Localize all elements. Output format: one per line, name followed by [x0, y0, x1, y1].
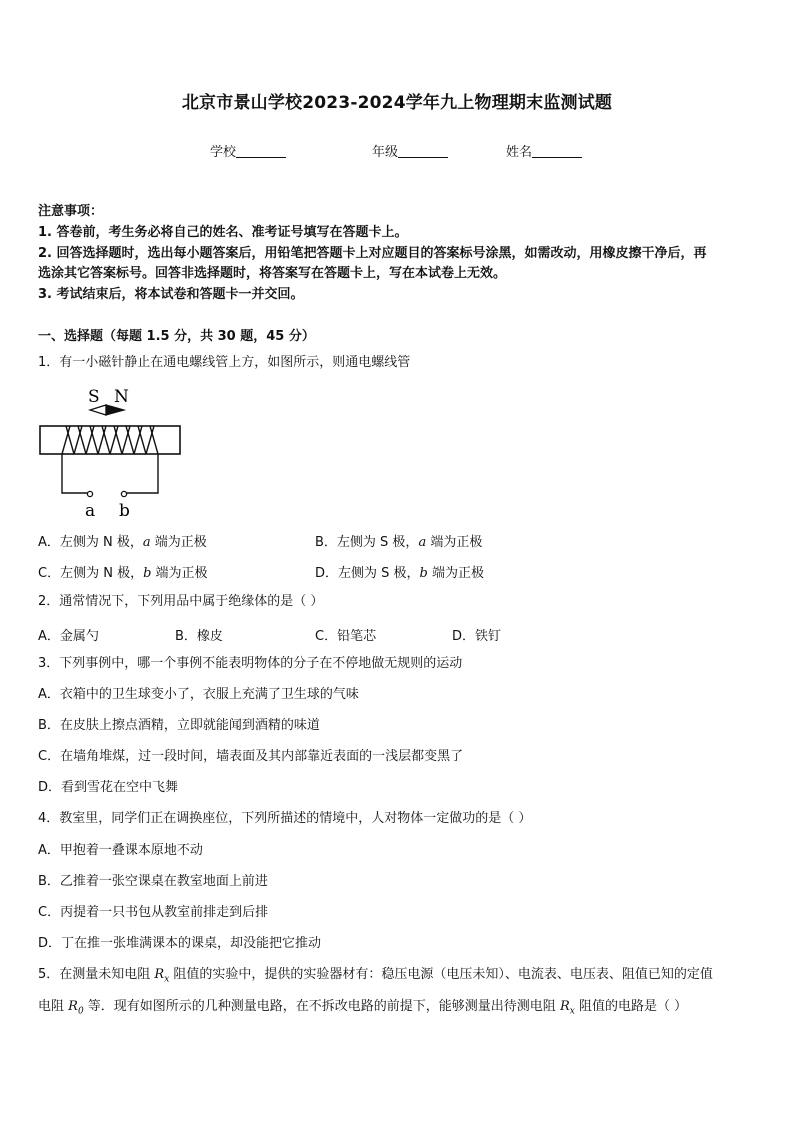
terminal-a — [87, 491, 92, 496]
circuit-wires — [62, 454, 158, 493]
q1-option-d-post: 端为正极 — [427, 566, 484, 581]
q2-option-d[interactable]: D．铁钉 — [452, 629, 502, 644]
q5-line2-post: 阻值的电路是（ ） — [574, 999, 688, 1014]
q5-stem-line-1 — [38, 967, 713, 988]
q1-option-b[interactable] — [315, 531, 482, 550]
school-blank[interactable] — [236, 145, 286, 158]
grade-field — [372, 141, 448, 160]
q2-stem: 2．通常情况下，下列用品中属于绝缘体的是（ ） — [38, 594, 324, 609]
rx-symbol: R — [154, 967, 165, 982]
q1-option-c-var: b — [143, 566, 152, 581]
q2-option-a[interactable]: A．金属勺 — [38, 629, 99, 644]
notice-item-2-line-1: 2. 回答选择题时，选出每小题答案后，用铅笔把答题卡上对应题目的答案标号涂黑，如需改动，用橡皮擦干净后，再 — [38, 246, 707, 261]
q1-option-d-pre: D．左侧为 S 极， — [315, 566, 420, 581]
q5-stem-line-2 — [38, 999, 687, 1020]
q4-option-a[interactable]: A．甲抱着一叠课本原地不动 — [38, 843, 203, 858]
notice-item-3: 3. 考试结束后，将本试卷和答题卡一并交回。 — [38, 287, 304, 302]
q1-option-b-var: a — [418, 535, 427, 550]
compass-n-label: N — [114, 387, 129, 407]
q1-option-c-post: 端为正极 — [151, 566, 208, 581]
notice-item-2-line-2: 选涂其它答案标号。回答非选择题时，将答案写在答题卡上，写在本试卷上无效。 — [38, 266, 507, 281]
r0-subscript: 0 — [77, 1006, 84, 1017]
terminal-b-label: b — [119, 501, 130, 521]
q4-stem: 4．教室里，同学们正在调换座位，下列所描述的情境中，人对物体一定做功的是（ ） — [38, 811, 532, 826]
grade-blank[interactable] — [398, 145, 448, 158]
q4-option-d[interactable]: D．丁在推一张堆满课本的课桌，却没能把它推动 — [38, 936, 322, 951]
q1-option-a-var: a — [142, 535, 151, 550]
notice-item-1: 1. 答卷前，考生务必将自己的姓名、准考证号填写在答题卡上。 — [38, 225, 408, 240]
q2-option-b[interactable]: B．橡皮 — [175, 629, 223, 644]
q1-solenoid-figure — [30, 380, 200, 522]
q1-option-b-post: 端为正极 — [426, 535, 483, 550]
q3-stem: 3．下列事例中，哪一个事例不能表明物体的分子在不停地做无规则的运动 — [38, 656, 463, 671]
q3-option-a[interactable]: A．衣箱中的卫生球变小了，衣服上充满了卫生球的气味 — [38, 687, 359, 702]
rx-subscript: x — [164, 974, 170, 985]
rx-subscript-2: x — [569, 1006, 575, 1017]
q3-option-b[interactable]: B．在皮肤上擦点酒精，立即就能闻到酒精的味道 — [38, 718, 320, 733]
name-field — [506, 141, 582, 160]
q1-option-a-post: 端为正极 — [150, 535, 207, 550]
grade-label: 年级 — [372, 145, 399, 160]
q5-line2-pre: 电阻 — [38, 999, 69, 1014]
q5-line1-post: 阻值的实验中，提供的实验器材有：稳压电源（电压未知）、电流表、电压表、阻值已知的定值 — [169, 967, 713, 982]
terminal-b — [121, 491, 126, 496]
q1-option-d-var: b — [419, 566, 428, 581]
q4-option-b[interactable]: B．乙推着一张空课桌在教室地面上前进 — [38, 874, 268, 889]
section-heading: 一、选择题（每题 1.5 分，共 30 题，45 分） — [38, 329, 315, 344]
exam-title: 北京市景山学校2023-2024学年九上物理期末监测试题 — [181, 93, 613, 113]
q5-line1-pre: 5．在测量未知电阻 — [38, 967, 155, 982]
compass-s-label: S — [88, 387, 100, 407]
q3-option-c[interactable]: C．在墙角堆煤，过一段时间，墙表面及其内部靠近表面的一浅层都变黑了 — [38, 749, 464, 764]
q1-option-a[interactable] — [38, 531, 207, 550]
q1-option-d[interactable] — [315, 562, 484, 581]
q4-option-c[interactable]: C．丙提着一只书包从教室前排走到后排 — [38, 905, 269, 920]
name-label: 姓名 — [506, 145, 533, 160]
rx-symbol-2: R — [559, 999, 570, 1014]
q2-option-c[interactable]: C．铅笔芯 — [315, 629, 377, 644]
q1-stem: 1．有一小磁针静止在通电螺线管上方，如图所示，则通电螺线管 — [38, 355, 411, 370]
r0-symbol: R — [68, 999, 78, 1014]
q1-option-c-pre: C．左侧为 N 极， — [38, 566, 144, 581]
q1-option-a-pre: A．左侧为 N 极， — [38, 535, 143, 550]
solenoid-core — [40, 426, 180, 454]
school-field — [210, 141, 286, 160]
name-blank[interactable] — [532, 145, 582, 158]
school-label: 学校 — [210, 145, 237, 160]
q1-option-b-pre: B．左侧为 S 极， — [315, 535, 419, 550]
q1-option-c[interactable] — [38, 562, 208, 581]
terminal-a-label: a — [85, 501, 96, 521]
notice-heading: 注意事项： — [38, 204, 104, 219]
q3-option-d[interactable]: D．看到雪花在空中飞舞 — [38, 780, 179, 795]
q5-line2-mid: 等．现有如图所示的几种测量电路，在不拆改电路的前提下，能够测量出待测电阻 — [83, 999, 560, 1014]
